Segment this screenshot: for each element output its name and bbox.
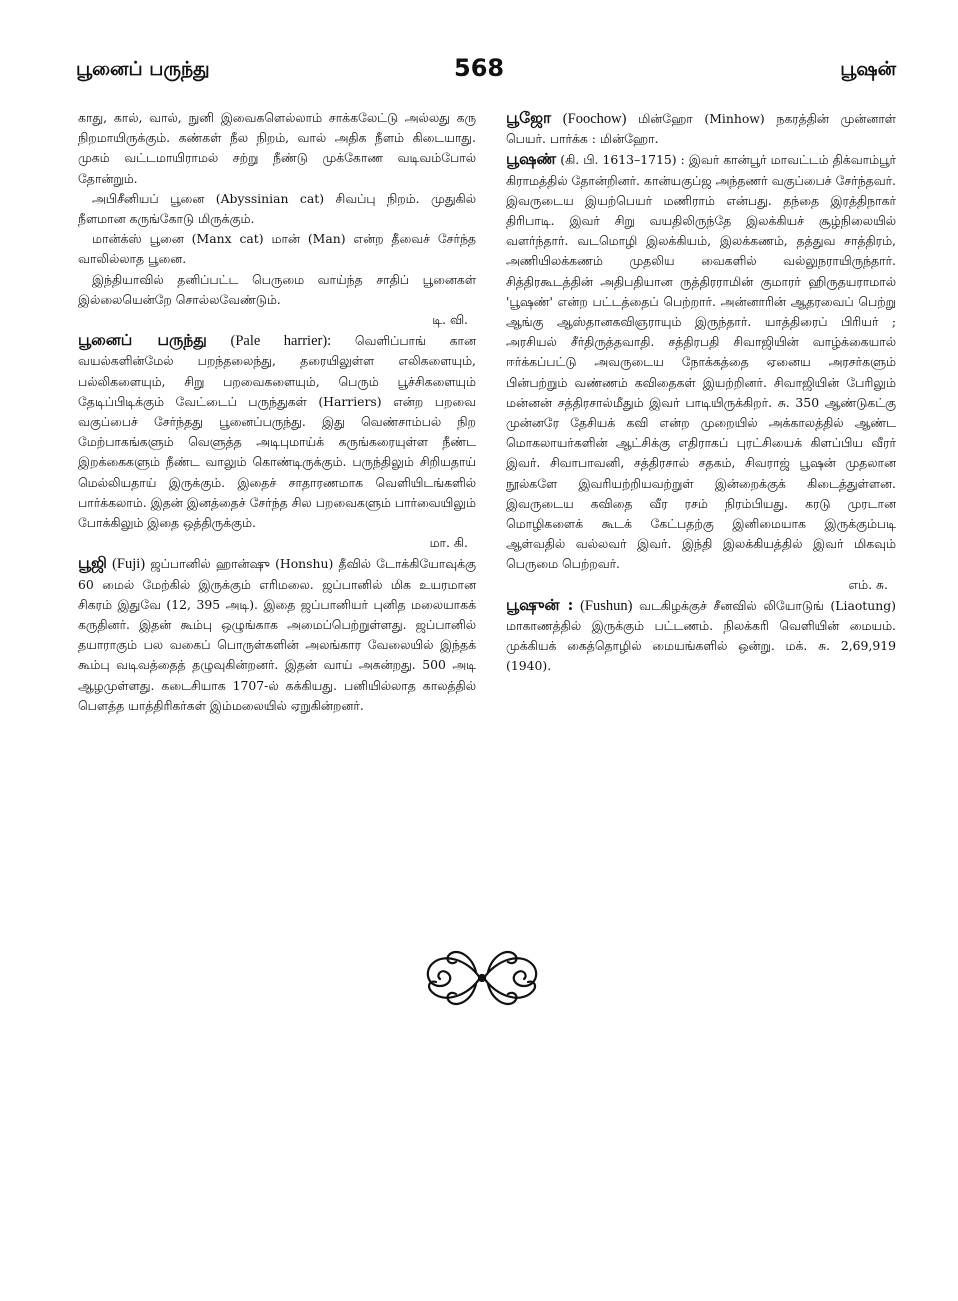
page-header <box>76 54 896 88</box>
entry-text: (கி. பி. 1613–1715) : இவர் கான்பூர் மாவட்டம் திக்வாம்பூர் கிராமத்தில் தோன்றினர். கான்யகுப்ஜ அந்தணர் வகுப்பைச் சேர்ந்தவர். இவருடைய இயற்பெயர் மணிராம் என்பது. தந்தை இரத்திநாகர் திரிபாடி. இவர் சிறு வயதிலிருந்தே இலக்கியச் சூழ்நிலையில் வளர்ந்தார். வடமொழி இலக்கியம், இலக்கணம், தத்துவ சாத்திரம், அணியிலக்கணம் முதலிய வைகளில் வல்லுநராயிருந்தார். சித்திரகூடத்தின் அதிபதியான ருத்திரராமின் குமாரர் ஹிருதயராமால் 'பூஷண்' என்ற பட்டத்தைப் பெற்றார். அன்னாரின் ஆதரவைப் பெற்று ஆங்கு ஆஸ்தானகவிஞராயும் இருந்தார். யாத்திரைப் பிரியர் ; அரசியல் சீர்திருத்தவாதி. சத்திரபதி சிவாஜியின் வாழ்க்கையால் ஈர்க்கப்பட்டு அவருடைய நோக்கத்தை ஏனைய அரசர்களும் பின்பற்றும் வண்ணம் கவிதைகள் இயற்றினர். சிவாஜியின் பேரிலும் மன்னன் சத்திரசால்மீதும் இவர் பாடியிருக்கிறர். சு. 350 ஆண்டுகட்கு முன்னரே தேசியக் கவி என்ற முறையில் அக்காலத்தில் ஆண்ட மொகலாயர்களின் ஆட்சிக்கு எதிராகப் புரட்சியைக் கிளப்பிய வீரர் இவர். சிவாபாவனி, சத்திரசால் சதகம், சிவராஜ் பூஷன் முதலான நூல்களே இவரியற்றியவற்றுள் இன்றைக்குக் கிடைத்துள்ளன. இவருடைய கவிதை வீர ரசம் நிரம்பியது. கரடு முரடான மொழிகளைக் கூடக் கேட்பதற்கு இனிமையாக இருக்கும்படி ஆள்வதில் வல்லவர் இவர். இந்தி இலக்கியத்தில் இவர் மிகவும் பெருமை பெற்றவர். <box>506 152 896 572</box>
entry-foochow <box>506 108 896 149</box>
headword: பூனைப் பருந்து <box>78 330 207 350</box>
headword: பூஜோ <box>506 108 552 127</box>
latin-name: (Foochow) <box>562 111 627 127</box>
page-number: 568 <box>454 54 505 82</box>
entry-fuji <box>78 553 476 716</box>
paragraph: இந்தியாவில் தனிப்பட்ட பெருமை வாய்ந்த சாதிப் பூனைகள் இல்லையென்றே சொல்லவேண்டும். <box>78 271 476 307</box>
headword: பூஷண் <box>506 149 557 169</box>
headword: பூஜி <box>78 553 107 573</box>
latin-name: (Fushun) <box>580 597 633 614</box>
entry-bhushan <box>506 149 896 594</box>
entry-text: மின்ஹோ (Minhow) நகரத்தின் முன்னாள் பெயர். பார்க்க : மின்ஹோ. <box>506 111 896 147</box>
entry-pale-harrier <box>78 330 476 553</box>
paragraph: காது, கால், வால், நுனி இவைகளெல்லாம் சாக்கலேட்டு அல்லது கரு நிறமாயிருக்கும். கண்கள் நீல நிறம், வால் அதிக நீளம் கிடையாது. முகம் வட்டமாயிராமல் சற்று நீண்டு முக்கோண வடிவம்போல் தோன்றும். <box>78 110 476 186</box>
entry-text: ஜப்பானில் ஹான்ஷு (Honshu) தீவில் டோக்கியோவுக்கு 60 மைல் மேற்கில் இருக்கும் எரிமலை. ஜப்பானில் மிக உயரமான சிகரம் இதுவே (12, 395 அடி). இதை ஜப்பானியர் புனித மலையாகக் கருதினர். இதன் கூம்பு ஒழுங்காக அமைப்பெற்றுள்ளது. ஜப்பானில் தயாராகும் பல வகைப் பொருள்களின் அலங்கார வேலையில் இந்தக் கூம்பு வடிவத்தைத் தழுவுகின்றனர். இதன் வாய் அகன்றது. 500 அடி ஆழமுள்ளது. கடைசியாக 1707-ல் கக்கியது. பனியில்லாத காலத்தில் பௌத்த யாத்திரிகர்கள் இம்மலையில் ஏறுகின்றனர். <box>78 556 476 713</box>
left-column <box>78 108 476 716</box>
entry-cat-continued <box>78 108 476 330</box>
running-head-right: பூஷன் <box>840 58 896 80</box>
author-signature: மா. கி. <box>429 535 468 551</box>
paragraph: மான்க்ஸ் பூனை (Manx cat) மான் (Man) என்ற தீவைச் சேர்ந்த வாலில்லாத பூனை. <box>78 231 476 267</box>
running-head-left: பூனைப் பருந்து <box>76 58 210 80</box>
ornament-icon <box>418 942 546 1012</box>
right-column <box>506 108 896 677</box>
headword: பூஷுன் : <box>506 594 574 614</box>
paragraph: அபிசீனியப் பூனை (Abyssinian cat) சிவப்பு நிறம். முதுகில் நீளமான கருங்கோடு மிருக்கும். <box>78 190 476 227</box>
author-signature: டி. வி. <box>432 312 468 328</box>
latin-name: (Fuji) <box>112 556 146 573</box>
latin-name: (Pale harrier): <box>230 333 332 350</box>
author-signature: எம். சு. <box>848 576 888 592</box>
entry-text: வெளிப்பாங் கான வயல்களின்மேல் பறந்தலைந்து, தரையிலுள்ள எலிகளையும், பல்லிகளையும், சிறு பறவைகளையும், பெரும் பூச்சிகளையும் தேடிப்பிடிக்கும் வேட்டைப் பருந்துகள் (Harriers) என்ற பறவை வகுப்பைச் சேர்ந்தது பூனைப்பருந்து. இது வெண்சாம்பல் நிற மேற்பாகங்களும் வெளுத்த அடிபுமாய்க் கருங்கரையுள்ள நீண்ட இறக்கைகளும் நீண்ட வாலும் கொண்டிருக்கும். பருந்திலும் சிறியதாய் மெல்லியதாய் இருக்கும். இதைச் சாதாரணமாக வெளியிடங்களில் பார்க்கலாம். இதன் இனத்தைச் சேர்ந்த சில பறவைகளும் பார்வையிலும் போக்கிலும் இதை ஒத்திருக்கும். <box>78 333 476 531</box>
entry-fushun <box>506 595 896 677</box>
entry-text: வடகிழக்குச் சீனவில் லியோடுங் (Liaotung) மாகாணத்தில் இருக்கும் பட்டணம். நிலக்கரி வெளியின் மையம். முக்கியக் கைத்தொழில் மையங்களில் ஒன்று. மக். சு. 2,69,919 (1940). <box>506 597 896 674</box>
